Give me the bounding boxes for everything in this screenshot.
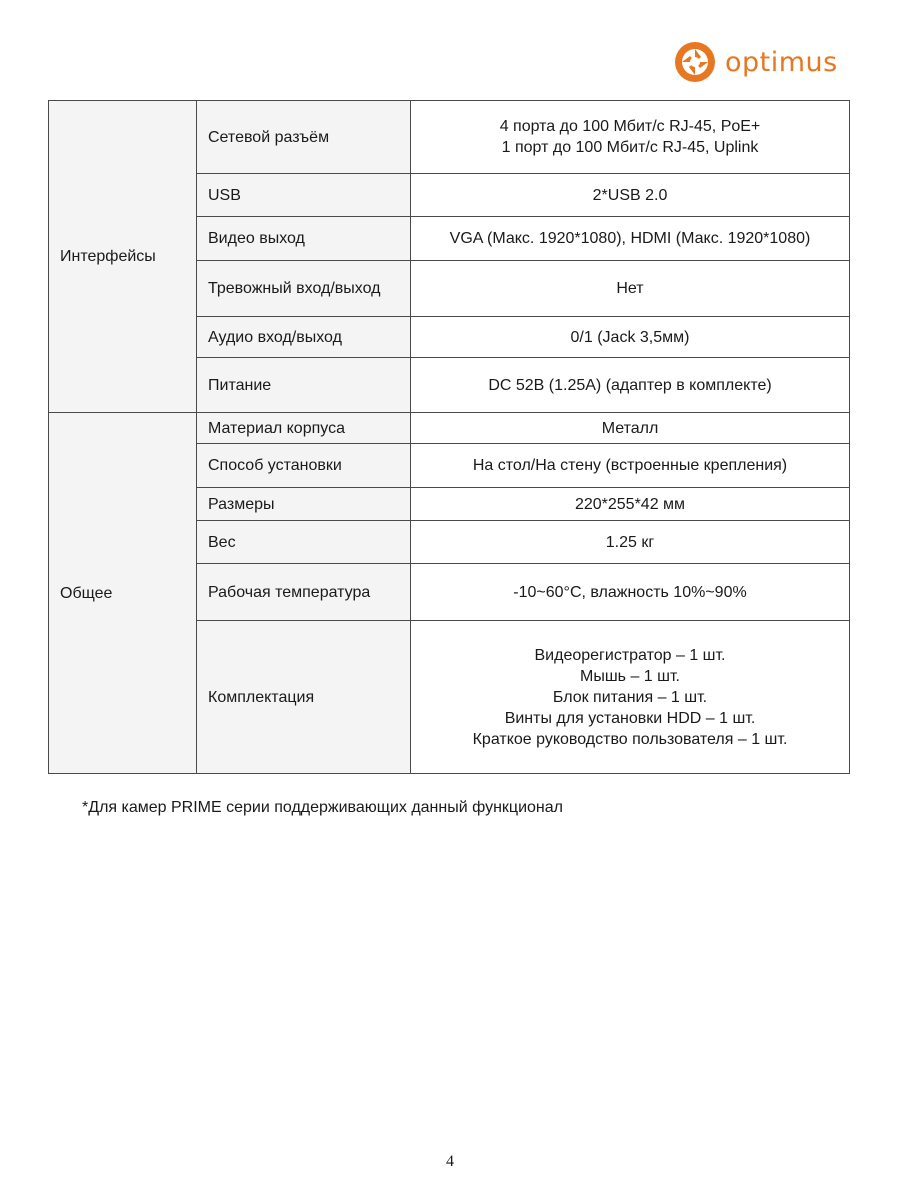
- param-value: На стол/На стену (встроенные крепления): [411, 444, 850, 488]
- spec-table: [48, 100, 850, 774]
- brand-logo: [673, 40, 838, 84]
- param-value: 1.25 кг: [411, 521, 850, 564]
- value-line: Краткое руководство пользователя – 1 шт.: [472, 730, 788, 748]
- table-row: [49, 101, 850, 174]
- param-label: Аудио вход/выход: [197, 317, 411, 358]
- value-line: Видеорегистратор – 1 шт.: [534, 646, 726, 664]
- param-value: -10~60°C, влажность 10%~90%: [411, 564, 850, 621]
- param-value: [411, 101, 850, 174]
- param-value: 220*255*42 мм: [411, 488, 850, 521]
- param-label: Способ установки: [197, 444, 411, 488]
- footnote: *Для камер PRIME серии поддерживающих данный функционал: [82, 799, 563, 816]
- param-value: 0/1 (Jack 3,5мм): [411, 317, 850, 358]
- table-row: [49, 413, 850, 444]
- brand-name: optimus: [725, 46, 838, 78]
- param-label: Рабочая температура: [197, 564, 411, 621]
- value-line: 4 порта до 100 Мбит/с RJ-45, PoE+: [499, 118, 761, 135]
- value-line: Мышь – 1 шт.: [580, 667, 680, 685]
- group-label: Общее: [49, 413, 197, 774]
- param-value: Нет: [411, 261, 850, 317]
- param-label: USB: [197, 174, 411, 217]
- param-value: [411, 621, 850, 774]
- value-line: 1 порт до 100 Мбит/с RJ-45, Uplink: [501, 139, 759, 156]
- param-value: VGA (Макс. 1920*1080), HDMI (Макс. 1920*1080): [411, 217, 850, 261]
- param-value: DC 52В (1.25А) (адаптер в комплекте): [411, 358, 850, 413]
- param-label: Сетевой разъём: [197, 101, 411, 174]
- param-label: Питание: [197, 358, 411, 413]
- optimus-aperture-icon: [673, 40, 717, 84]
- param-label: Размеры: [197, 488, 411, 521]
- value-line: Блок питания – 1 шт.: [552, 688, 708, 706]
- param-value: 2*USB 2.0: [411, 174, 850, 217]
- group-label: Интерфейсы: [49, 101, 197, 413]
- param-label: Тревожный вход/выход: [197, 261, 411, 317]
- param-label: Материал корпуса: [197, 413, 411, 444]
- page-number: 4: [446, 1153, 454, 1170]
- param-label: Вес: [197, 521, 411, 564]
- value-line: Винты для установки HDD – 1 шт.: [504, 709, 756, 727]
- param-value: Металл: [411, 413, 850, 444]
- param-label: Видео выход: [197, 217, 411, 261]
- param-label: Комплектация: [197, 621, 411, 774]
